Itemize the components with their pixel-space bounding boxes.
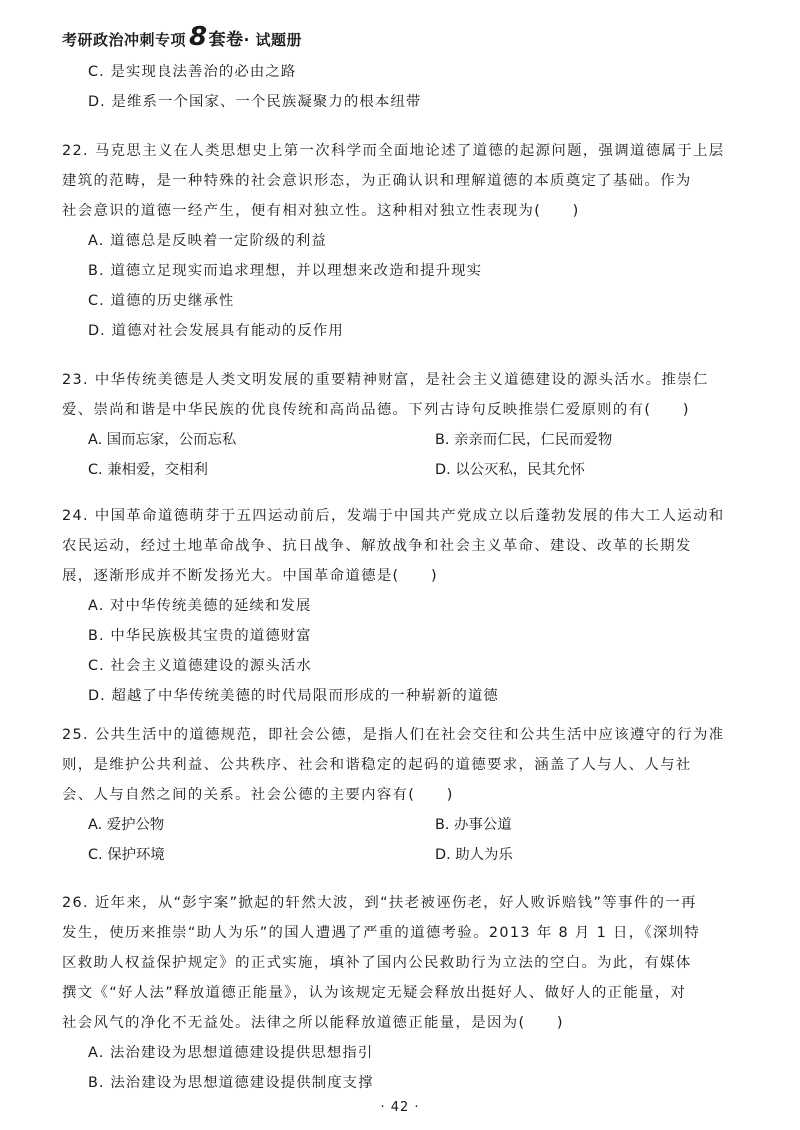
q24-option-b: B. 中华民族极其宝贵的道德财富	[88, 628, 312, 644]
q25-option-c: C. 保护环境	[88, 847, 165, 863]
q25-options-row-2	[0, 840, 800, 870]
page-number: · 42 ·	[380, 1100, 420, 1115]
q25-stem-line-1: 25. 公共生活中的道德规范，即社会公德，是指人们在社会交往和公共生活中应该遵守的行为准	[62, 727, 725, 743]
q25-option-a: A. 爱护公物	[88, 817, 165, 833]
prev-option-d: D. 是维系一个国家、一个民族凝聚力的根本纽带	[88, 94, 422, 110]
q22-stem-line-3: 社会意识的道德一经产生，便有相对独立性。这种相对独立性表现为( )	[62, 203, 580, 219]
q26-stem-line-2: 发生，使历来推崇“助人为乐”的国人遭遇了严重的道德考验。2013 年 8 月 1 日，《深圳特	[62, 925, 701, 941]
header-number: 8	[189, 22, 208, 52]
q24-option-c: C. 社会主义道德建设的源头活水	[88, 658, 312, 674]
q24-stem-line-1: 24. 中国革命道德萌芽于五四运动前后，发端于中国共产党成立以后蓬勃发展的伟大工人运动和	[62, 508, 725, 524]
q23-options-row-1	[0, 425, 800, 455]
header-suffix: 套卷	[208, 30, 244, 50]
q25-stem-line-2: 则，是维护公共利益、公共秩序、社会和谐稳定的起码的道德要求，涵盖了人与人、人与社	[62, 757, 692, 773]
q23-option-a: A. 国而忘家，公而忘私	[88, 432, 237, 448]
q25-option-d: D. 助人为乐	[435, 847, 513, 863]
q25-options-row-1	[0, 810, 800, 840]
q26-option-b: B. 法治建设为思想道德建设提供制度支撑	[88, 1075, 374, 1091]
q22-option-d: D. 道德对社会发展具有能动的反作用	[88, 323, 344, 339]
q24-option-a: A. 对中华传统美德的延续和发展	[88, 598, 312, 614]
q22-stem-line-2: 建筑的范畴，是一种特殊的社会意识形态，为正确认识和理解道德的本质奠定了基础。作为	[62, 173, 692, 189]
q26-stem-line-4: 撰文《“好人法”释放道德正能量》，认为该规定无疑会释放出挺好人、做好人的正能量，对	[62, 985, 687, 1001]
q26-stem-line-3: 区救助人权益保护规定》的正式实施，填补了国内公民救助行为立法的空白。为此，有媒体	[62, 955, 692, 971]
q24-stem-line-3: 展，逐渐形成并不断发扬光大。中国革命道德是( )	[62, 568, 438, 584]
q23-option-b: B. 亲亲而仁民，仁民而爱物	[435, 432, 613, 448]
running-header	[62, 22, 302, 52]
q23-option-d: D. 以公灭私，民其允怀	[435, 462, 585, 478]
q26-stem-line-1: 26. 近年来，从“彭宇案”掀起的轩然大波，到“扶老被诬伤老，好人败诉赔钱”等事件的一再	[62, 895, 697, 911]
q26-option-a: A. 法治建设为思想道德建设提供思想指引	[88, 1045, 374, 1061]
q24-option-d: D. 超越了中华传统美德的时代局限而形成的一种崭新的道德	[88, 688, 499, 704]
q23-options-row-2	[0, 455, 800, 485]
header-tail: · 试题册	[243, 31, 303, 49]
q25-option-b: B. 办事公道	[435, 817, 512, 833]
q24-stem-line-2: 农民运动，经过土地革命战争、抗日战争、解放战争和社会主义革命、建设、改革的长期发	[62, 538, 692, 554]
q23-stem-line-1: 23. 中华传统美德是人类文明发展的重要精神财富，是社会主义道德建设的源头活水。推崇仁	[62, 372, 709, 388]
q26-stem-line-5: 社会风气的净化不无益处。法律之所以能释放道德正能量，是因为( )	[62, 1015, 564, 1031]
q22-option-c: C. 道德的历史继承性	[88, 293, 235, 309]
q23-stem-line-2: 爱、崇尚和谐是中华民族的优良传统和高尚品德。下列古诗句反映推崇仁爱原则的有( )	[62, 402, 690, 418]
q23-option-c: C. 兼相爱，交相利	[88, 462, 208, 478]
q22-option-a: A. 道德总是反映着一定阶级的利益	[88, 233, 327, 249]
prev-option-c: C. 是实现良法善治的必由之路	[88, 64, 297, 80]
q22-option-b: B. 道德立足现实而追求理想，并以理想来改造和提升现实	[88, 263, 483, 279]
q22-stem-line-1: 22. 马克思主义在人类思想史上第一次科学而全面地论述了道德的起源问题，强调道德属于上层	[62, 143, 725, 159]
header-title: 考研政治冲刺专项	[62, 31, 187, 49]
q25-stem-line-3: 会、人与自然之间的关系。社会公德的主要内容有( )	[62, 787, 454, 803]
